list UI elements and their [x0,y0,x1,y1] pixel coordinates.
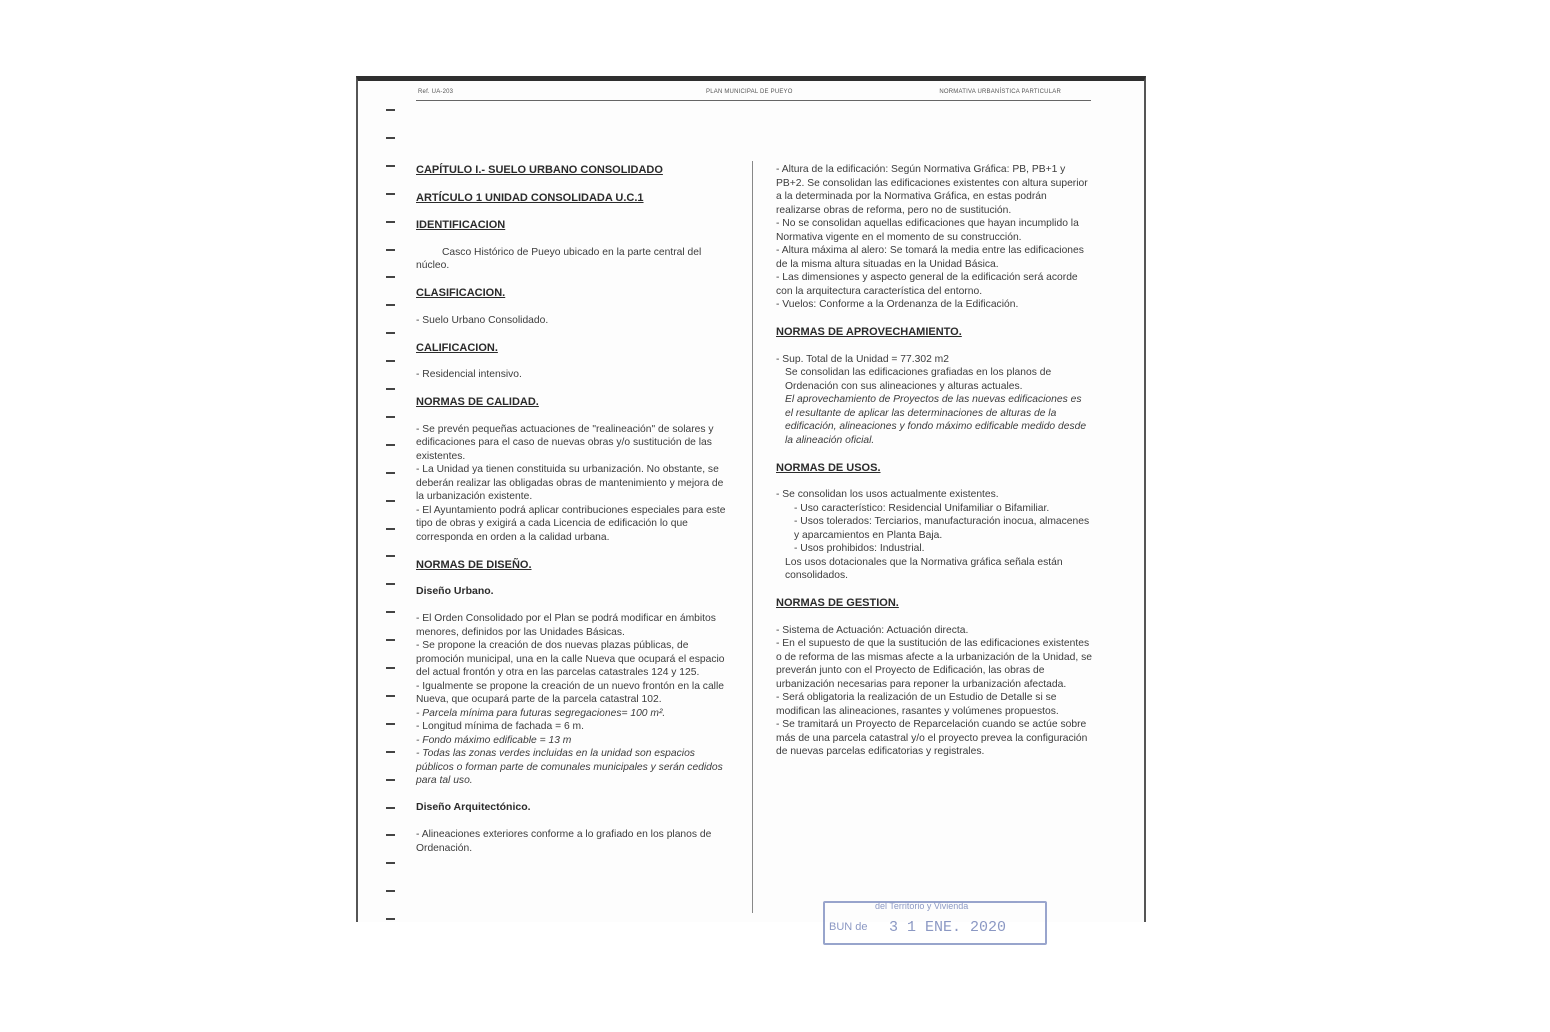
binding-mark [386,695,395,697]
calidad-item: - La Unidad ya tienen constituida su urbanización. No obstante, se deberán realizar las obligadas obras de mantenimiento y mejora de la urbanización existente. [416,464,724,502]
design-item: - Vuelos: Conforme a la Ordenanza de la Edificación. [776,299,1019,310]
binding-mark [386,834,395,836]
binding-mark [386,137,395,139]
binding-mark [386,360,395,362]
gestion-item: - Sistema de Actuación: Actuación directa. [776,624,969,636]
usos-dotacionales: Los usos dotacionales que la Normativa gráfica señala están consolidados. [785,556,1063,581]
binding-mark [386,723,395,725]
left-column [416,163,732,855]
document-page [356,76,1146,936]
urbano-item: - El Orden Consolidado por el Plan se podrá modificar en ámbitos menores, definidos por las Unidades Básicas. [416,613,716,638]
binding-mark [386,444,395,446]
longitud-fachada: - Longitud mínima de fachada = 6 m. [416,721,584,732]
binding-mark [386,472,395,474]
gestion-item: - Será obligatoria la realización de un Estudio de Detalle si se modifican las alineaciones, rasantes y volúmenes propuestos. [776,692,1059,717]
zonas-verdes: - Todas las zonas verdes incluidas en la unidad son espacios públicos o forman parte de comunales municipales y serán cedidos para tal uso. [416,748,723,786]
diseno-arquitectonico-subheading: Diseño Arquitectónico. [416,801,531,813]
stamp-department: del Territorio y Vivienda [875,901,969,911]
parcela-minima: - Parcela mínima para futuras segregaciones= 100 m². [416,707,666,719]
usos-item: - Usos tolerados: Terciarios, manufacturación inocua, almacenes y aparcamientos en Planta Baja. [794,516,1090,541]
binding-mark [386,611,395,613]
header-plan-title: PLAN MUNICIPAL DE PUEYO [706,89,793,95]
binding-mark [386,779,395,781]
clasificacion-heading: CLASIFICACION. [416,287,506,299]
alineaciones-text: - Alineaciones exteriores conforme a lo grafiado en los planos de Ordenación. [416,829,712,854]
binding-mark [386,304,395,306]
identificacion-heading: IDENTIFICACION [416,219,506,231]
urbano-item: - Igualmente se propone la creación de un nuevo frontón en la calle Nueva, que ocupará parte de la parcela catastral 102. [416,680,724,705]
binding-mark [386,249,395,251]
binding-mark [386,332,395,334]
binding-mark [386,276,395,278]
aprovechamiento-italic: El aprovechamiento de Proyectos de las nuevas edificaciones es el resultante de aplicar las determinaciones de alturas de la edificación, alineaciones y fondo máximo edificable medido desde la alineación oficial. [785,394,1087,446]
binding-mark [386,388,395,390]
fondo-maximo: - Fondo máximo edificable = 13 m [416,734,572,746]
clasificacion-text: - Suelo Urbano Consolidado. [416,314,549,326]
design-item: - No se consolidan aquellas edificaciones que hayan incumplido la Normativa vigente en el momento de su construcción. [776,218,1079,243]
stamp-date: 3 1 ENE. 2020 [889,919,1007,936]
gestion-item: - En el supuesto de que la sustitución de las edificaciones existentes o de reforma de las mismas afecte a la urbanización de la Unidad, se preverán junto con el Proyecto de Edificación, las obras de urbanización necesarias para reponer la urbanización afectada. [776,638,1092,690]
binding-mark [386,862,395,864]
calidad-heading: NORMAS DE CALIDAD. [416,396,539,408]
design-item: - Altura máxima al alero: Se tomará la media entre las edificaciones de la misma altura situadas en la Unidad Básica. [776,245,1084,270]
binding-mark [386,109,395,111]
chapter-heading: CAPÍTULO I.- SUELO URBANO CONSOLIDADO [416,164,663,176]
gestion-heading: NORMAS DE GESTION. [776,597,899,609]
binding-mark [386,500,395,502]
stamp-label: BUN de [829,921,868,933]
usos-item: - Uso característico: Residencial Unifamiliar o Bifamiliar. [794,502,1050,514]
binding-mark [386,639,395,641]
superficie-total: - Sup. Total de la Unidad = 77.302 m2 [776,353,949,365]
identificacion-text: Casco Histórico de Pueyo ubicado en la parte central del núcleo. [416,246,702,271]
binding-mark [386,918,395,920]
gestion-item: - Se tramitará un Proyecto de Reparcelación cuando se actúe sobre más de una parcela catastral y/o el proyecto prevea la configuración de nuevas parcelas edificatorias y registrales. [776,719,1088,757]
superficie-text: Se consolidan las edificaciones grafiadas en los planos de Ordenación con sus alineaciones y alturas actuales. [785,367,1052,392]
registration-stamp [823,901,1047,945]
diseno-heading: NORMAS DE DISEÑO. [416,558,532,571]
design-item: - Altura de la edificación: Según Normativa Gráfica: PB, PB+1 y PB+2. Se consolidan las edificaciones existentes con altura superior a la determinada por la Normativa Gráfica, en estas podrán realizarse obras de reforma, pero no de sustitución. [776,164,1088,216]
design-item: - Las dimensiones y aspecto general de la edificación será acorde con la arquitectura característica del entorno. [776,272,1078,297]
header-normativa: NORMATIVA URBANÍSTICA PARTICULAR [939,89,1061,95]
article-heading: ARTÍCULO 1 UNIDAD CONSOLIDADA U.C.1 [416,191,644,204]
diseno-urbano-subheading: Diseño Urbano. [416,585,494,597]
binding-mark [386,751,395,753]
binding-mark [386,807,395,809]
binding-mark [386,165,395,167]
calidad-item: - El Ayuntamiento podrá aplicar contribuciones especiales para este tipo de obras y exigirá a cada Licencia de edificación lo que corresponda en orden a la calidad urbana. [416,504,726,543]
page-header [416,86,1091,101]
calificacion-text: - Residencial intensivo. [416,369,522,380]
binding-mark [386,193,395,195]
binding-mark [386,555,395,557]
binding-mark [386,583,395,585]
usos-item: - Usos prohibidos: Industrial. [794,543,925,554]
binding-mark [386,667,395,669]
column-divider [752,161,753,913]
binding-mark [386,416,395,418]
header-reference: Ref. UA-203 [418,89,454,95]
usos-intro: - Se consolidan los usos actualmente existentes. [776,489,999,500]
binding-marks [386,109,398,929]
calidad-item: - Se prevén pequeñas actuaciones de "realineación" de solares y edificaciones para el caso de nuevas obras y/o sustitución de las existentes. [416,423,714,462]
aprovechamiento-heading: NORMAS DE APROVECHAMIENTO. [776,326,962,338]
right-column [776,163,1092,759]
binding-mark [386,890,395,892]
binding-mark [386,528,395,530]
calificacion-heading: CALIFICACION. [416,341,498,354]
binding-mark [386,221,395,223]
urbano-item: - Se propone la creación de dos nuevas plazas públicas, de promoción municipal, una en la calle Nueva que ocupará el espacio del actual frontón y otra en las parcelas catastrales 124 y 125. [416,640,725,678]
usos-heading: NORMAS DE USOS. [776,461,881,474]
